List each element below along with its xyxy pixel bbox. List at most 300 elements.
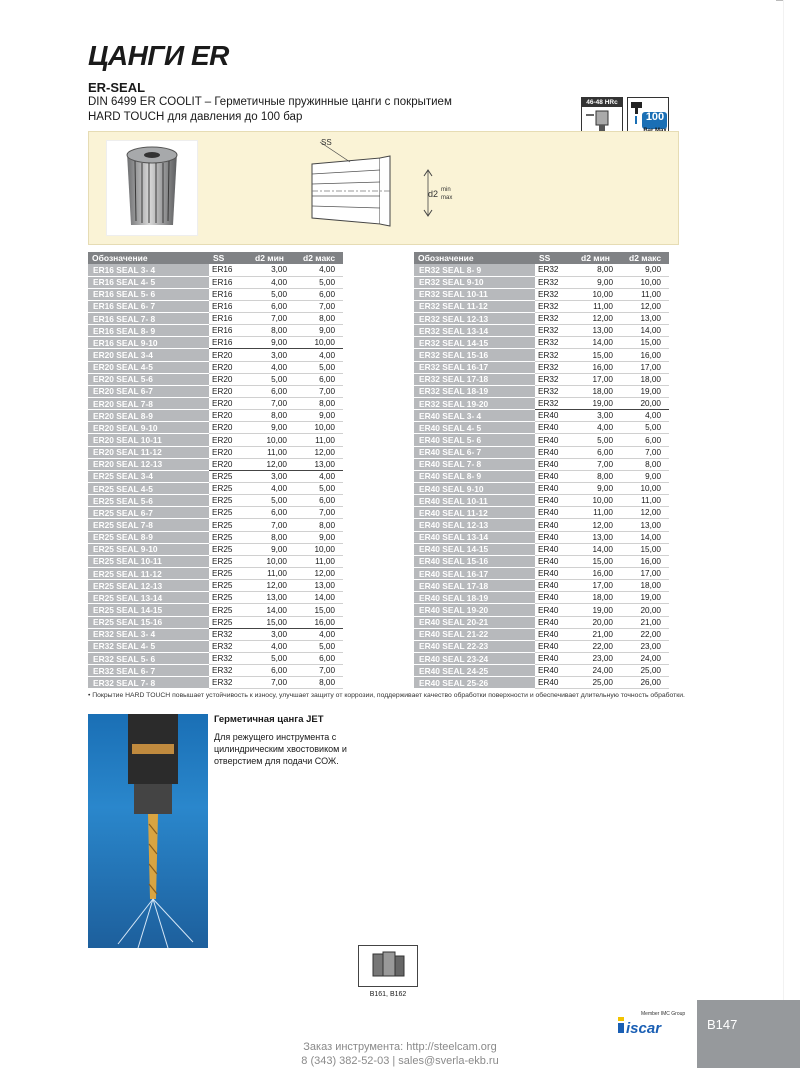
d2-min-cell: 3,00 (577, 410, 625, 422)
table-row (88, 410, 343, 422)
d2-min-cell: 15,00 (577, 349, 625, 361)
d2-max-cell: 9,00 (299, 531, 343, 543)
designation-cell: ER40 SEAL 13-14 (414, 531, 535, 543)
designation-cell: ER40 SEAL 21-22 (414, 628, 535, 640)
designation-cell: ER16 SEAL 5- 6 (88, 288, 209, 300)
ss-cell: ER16 (209, 300, 251, 312)
d2-max-cell: 17,00 (625, 361, 669, 373)
table-row (88, 422, 343, 434)
ss-cell: ER25 (209, 495, 251, 507)
d2-max-cell: 12,00 (625, 507, 669, 519)
table-row (414, 628, 669, 640)
ss-cell: ER25 (209, 568, 251, 580)
table-row (88, 555, 343, 567)
designation-cell: ER32 SEAL 8- 9 (414, 264, 535, 276)
table-row (414, 337, 669, 349)
d2-max-cell: 10,00 (299, 543, 343, 555)
designation-cell: ER32 SEAL 13-14 (414, 325, 535, 337)
ss-cell: ER20 (209, 361, 251, 373)
table-row (88, 640, 343, 652)
d2-min-cell: 14,00 (251, 604, 299, 616)
table-row (88, 495, 343, 507)
table-row (88, 616, 343, 628)
d2-min-cell: 13,00 (577, 531, 625, 543)
table-row (88, 288, 343, 300)
d2-max-cell: 21,00 (625, 616, 669, 628)
table-row (414, 276, 669, 288)
d2-max-cell: 20,00 (625, 398, 669, 410)
col-header-designation: Обозначение (414, 252, 535, 264)
d2-max-cell: 8,00 (625, 458, 669, 470)
d2-max-cell: 4,00 (299, 628, 343, 640)
d2-min-cell: 8,00 (251, 531, 299, 543)
d2-max-cell: 9,00 (299, 410, 343, 422)
designation-cell: ER40 SEAL 24-25 (414, 665, 535, 677)
reference-pages[interactable]: B161, B162 (369, 991, 407, 998)
collet-photo (106, 140, 198, 236)
col-header-d2-max: d2 макс (299, 252, 343, 264)
d2-min-cell: 12,00 (251, 580, 299, 592)
d2-max-cell: 11,00 (299, 555, 343, 567)
d2-min-cell: 14,00 (577, 543, 625, 555)
d2-max-cell: 4,00 (299, 349, 343, 361)
designation-cell: ER32 SEAL 15-16 (414, 349, 535, 361)
table-row (414, 361, 669, 373)
table-row (414, 458, 669, 470)
ss-cell: ER40 (535, 470, 577, 482)
ss-cell: ER20 (209, 434, 251, 446)
designation-cell: ER20 SEAL 6-7 (88, 385, 209, 397)
table-row (88, 313, 343, 325)
d2-min-cell: 11,00 (577, 507, 625, 519)
table-row (414, 677, 669, 689)
jet-collet-photo (88, 714, 208, 948)
table-row (414, 507, 669, 519)
d2-max-cell: 5,00 (299, 483, 343, 495)
ss-cell: ER25 (209, 592, 251, 604)
ss-cell: ER32 (535, 325, 577, 337)
d2-max-cell: 22,00 (625, 628, 669, 640)
d2-min-cell: 12,00 (577, 313, 625, 325)
table-row (414, 373, 669, 385)
designation-cell: ER40 SEAL 18-19 (414, 592, 535, 604)
designation-cell: ER16 SEAL 9-10 (88, 337, 209, 349)
d2-max-cell: 7,00 (299, 300, 343, 312)
table-row (414, 531, 669, 543)
d2-min-cell: 20,00 (577, 616, 625, 628)
d2-min-cell: 7,00 (251, 313, 299, 325)
designation-cell: ER40 SEAL 7- 8 (414, 458, 535, 470)
table-row (88, 325, 343, 337)
d2-min-cell: 17,00 (577, 580, 625, 592)
table-row (88, 458, 343, 470)
designation-cell: ER32 SEAL 6- 7 (88, 665, 209, 677)
table-row (88, 373, 343, 385)
coating-note: • Покрытие HARD TOUCH повышает устойчивость к износу, улучшает защиту от коррозии, поддерживает качество обработки поверхности и обеспечивает длительную точность обработки. (88, 692, 685, 699)
ss-cell: ER32 (535, 337, 577, 349)
designation-cell: ER16 SEAL 6- 7 (88, 300, 209, 312)
ss-cell: ER32 (535, 373, 577, 385)
d2-max-cell: 6,00 (625, 434, 669, 446)
ss-cell: ER32 (535, 276, 577, 288)
d2-max-cell: 8,00 (299, 398, 343, 410)
d2-max-cell: 6,00 (299, 653, 343, 665)
d2-min-cell: 18,00 (577, 592, 625, 604)
table-row (88, 507, 343, 519)
table-row (88, 434, 343, 446)
ss-cell: ER32 (535, 313, 577, 325)
d2-max-cell: 4,00 (299, 470, 343, 482)
d2-min-cell: 10,00 (577, 288, 625, 300)
designation-cell: ER32 SEAL 3- 4 (88, 628, 209, 640)
ss-cell: ER20 (209, 398, 251, 410)
d2-max-cell: 15,00 (625, 337, 669, 349)
ss-cell: ER40 (535, 446, 577, 458)
ss-cell: ER40 (535, 495, 577, 507)
ss-cell: ER20 (209, 385, 251, 397)
d2-max-cell: 16,00 (299, 616, 343, 628)
designation-cell: ER25 SEAL 6-7 (88, 507, 209, 519)
ss-cell: ER32 (535, 385, 577, 397)
ss-cell: ER40 (535, 653, 577, 665)
ss-cell: ER16 (209, 325, 251, 337)
col-header-designation: Обозначение (88, 252, 209, 264)
table-row (414, 446, 669, 458)
ss-cell: ER32 (535, 349, 577, 361)
collet-table-left (88, 252, 343, 689)
d2-min-cell: 5,00 (251, 495, 299, 507)
d2-min-cell: 5,00 (251, 373, 299, 385)
table-row (88, 531, 343, 543)
ss-cell: ER40 (535, 665, 577, 677)
d2-max-cell: 11,00 (625, 495, 669, 507)
d2-max-cell: 5,00 (299, 640, 343, 652)
d2-min-cell: 5,00 (577, 434, 625, 446)
designation-cell: ER40 SEAL 14-15 (414, 543, 535, 555)
d2-max-cell: 5,00 (299, 276, 343, 288)
d2-min-cell: 24,00 (577, 665, 625, 677)
designation-cell: ER25 SEAL 5-6 (88, 495, 209, 507)
d2-min-cell: 5,00 (251, 653, 299, 665)
table-row (88, 628, 343, 640)
d2-max-cell: 7,00 (299, 507, 343, 519)
d2-min-cell: 21,00 (577, 628, 625, 640)
ss-cell: ER20 (209, 410, 251, 422)
ss-cell: ER16 (209, 264, 251, 276)
designation-cell: ER16 SEAL 8- 9 (88, 325, 209, 337)
table-row (88, 300, 343, 312)
d2-max-cell: 18,00 (625, 373, 669, 385)
designation-cell: ER20 SEAL 12-13 (88, 458, 209, 470)
designation-cell: ER20 SEAL 4-5 (88, 361, 209, 373)
ss-cell: ER40 (535, 568, 577, 580)
d2-max-cell: 19,00 (625, 385, 669, 397)
table-row (414, 616, 669, 628)
d2-max-cell: 5,00 (299, 361, 343, 373)
designation-cell: ER32 SEAL 9-10 (414, 276, 535, 288)
d2-min-cell: 3,00 (251, 349, 299, 361)
d2-min-cell: 25,00 (577, 677, 625, 689)
d2-max-cell: 10,00 (625, 483, 669, 495)
table-row (88, 349, 343, 361)
ss-cell: ER16 (209, 313, 251, 325)
ss-cell: ER25 (209, 531, 251, 543)
footer-contact-line[interactable]: 8 (343) 382-52-03 | sales@sverla-ekb.ru (301, 1055, 499, 1067)
d2-max-cell: 16,00 (625, 555, 669, 567)
designation-cell: ER40 SEAL 10-11 (414, 495, 535, 507)
ss-cell: ER32 (209, 677, 251, 689)
d2-min-cell: 19,00 (577, 398, 625, 410)
designation-cell: ER32 SEAL 11-12 (414, 300, 535, 312)
designation-cell: ER20 SEAL 8-9 (88, 410, 209, 422)
table-row (414, 483, 669, 495)
table-row (414, 410, 669, 422)
table-row (88, 519, 343, 531)
table-header-row (88, 252, 343, 264)
table-row (88, 276, 343, 288)
table-row (414, 640, 669, 652)
d2-min-cell: 7,00 (577, 458, 625, 470)
d2-max-cell: 23,00 (625, 640, 669, 652)
d2-min-cell: 4,00 (251, 276, 299, 288)
d2-max-cell: 19,00 (625, 592, 669, 604)
designation-cell: ER20 SEAL 11-12 (88, 446, 209, 458)
ss-cell: ER40 (535, 458, 577, 470)
d2-min-cell: 11,00 (251, 568, 299, 580)
designation-cell: ER25 SEAL 14-15 (88, 604, 209, 616)
ss-cell: ER40 (535, 628, 577, 640)
ss-cell: ER32 (209, 665, 251, 677)
table-row (414, 568, 669, 580)
ss-cell: ER40 (535, 410, 577, 422)
d2-min-cell: 10,00 (251, 555, 299, 567)
designation-cell: ER32 SEAL 5- 6 (88, 653, 209, 665)
reference-thumbnail[interactable] (358, 945, 418, 987)
d2-max-cell: 11,00 (299, 434, 343, 446)
d2-max-cell: 13,00 (625, 519, 669, 531)
designation-cell: ER40 SEAL 22-23 (414, 640, 535, 652)
table-row (88, 446, 343, 458)
d2-min-cell: 4,00 (251, 640, 299, 652)
table-row (88, 592, 343, 604)
d2-max-cell: 10,00 (299, 422, 343, 434)
col-header-ss: SS (209, 252, 251, 264)
ss-cell: ER20 (209, 422, 251, 434)
table-row (414, 434, 669, 446)
d2-min-cell: 8,00 (251, 325, 299, 337)
table-row (414, 543, 669, 555)
ss-cell: ER20 (209, 373, 251, 385)
table-row (414, 325, 669, 337)
table-row (88, 385, 343, 397)
designation-cell: ER32 SEAL 17-18 (414, 373, 535, 385)
d2-min-cell: 13,00 (577, 325, 625, 337)
d2-max-cell: 7,00 (299, 665, 343, 677)
designation-cell: ER40 SEAL 4- 5 (414, 422, 535, 434)
designation-cell: ER32 SEAL 7- 8 (88, 677, 209, 689)
d2-max-cell: 8,00 (299, 519, 343, 531)
designation-cell: ER40 SEAL 23-24 (414, 653, 535, 665)
d2-max-cell: 18,00 (625, 580, 669, 592)
d2-max-cell: 14,00 (625, 531, 669, 543)
d2-min-cell: 9,00 (577, 276, 625, 288)
ss-cell: ER40 (535, 677, 577, 689)
designation-cell: ER20 SEAL 5-6 (88, 373, 209, 385)
table-row (414, 349, 669, 361)
d2-min-cell: 6,00 (251, 665, 299, 677)
d2-max-cell: 6,00 (299, 288, 343, 300)
ss-cell: ER25 (209, 470, 251, 482)
d2-max-cell: 10,00 (299, 337, 343, 349)
hardness-label: 46-48 HRc (582, 98, 622, 107)
d2-max-cell: 20,00 (625, 604, 669, 616)
table-row (414, 385, 669, 397)
d2-min-label: min (441, 187, 451, 193)
d2-max-cell: 10,00 (625, 276, 669, 288)
d2-min-cell: 8,00 (577, 264, 625, 276)
designation-cell: ER16 SEAL 4- 5 (88, 276, 209, 288)
ss-cell: ER20 (209, 349, 251, 361)
designation-cell: ER25 SEAL 4-5 (88, 483, 209, 495)
d2-max-cell: 17,00 (625, 568, 669, 580)
d2-min-cell: 12,00 (577, 519, 625, 531)
ss-cell: ER40 (535, 640, 577, 652)
ss-cell: ER20 (209, 458, 251, 470)
d2-min-cell: 8,00 (577, 470, 625, 482)
product-description-line1: DIN 6499 ER COOLIT – Герметичные пружинные цанги с покрытием (88, 96, 452, 108)
table-row (414, 555, 669, 567)
table-row (414, 422, 669, 434)
table-row (88, 483, 343, 495)
designation-cell: ER32 SEAL 19-20 (414, 398, 535, 410)
designation-cell: ER20 SEAL 9-10 (88, 422, 209, 434)
designation-cell: ER40 SEAL 5- 6 (414, 434, 535, 446)
d2-min-cell: 4,00 (577, 422, 625, 434)
designation-cell: ER32 SEAL 14-15 (414, 337, 535, 349)
d2-max-cell: 14,00 (299, 592, 343, 604)
ss-cell: ER40 (535, 422, 577, 434)
table-row (88, 677, 343, 689)
d2-min-cell: 4,00 (251, 361, 299, 373)
d2-min-cell: 6,00 (577, 446, 625, 458)
table-row (88, 361, 343, 373)
d2-min-cell: 18,00 (577, 385, 625, 397)
designation-cell: ER32 SEAL 18-19 (414, 385, 535, 397)
footer-order-line[interactable]: Заказ инструмента: http://steelcam.org (303, 1041, 497, 1053)
d2-min-cell: 9,00 (251, 543, 299, 555)
product-description-line2: HARD TOUCH для давления до 100 бар (88, 111, 303, 123)
d2-max-label: max (441, 195, 453, 201)
ss-cell: ER32 (209, 653, 251, 665)
ss-cell: ER40 (535, 483, 577, 495)
ss-cell: ER25 (209, 483, 251, 495)
logo-wordmark: iscar (626, 1020, 662, 1035)
designation-cell: ER25 SEAL 8-9 (88, 531, 209, 543)
ss-cell: ER16 (209, 276, 251, 288)
d2-min-cell: 11,00 (577, 300, 625, 312)
d2-max-cell: 13,00 (299, 580, 343, 592)
designation-cell: ER25 SEAL 13-14 (88, 592, 209, 604)
designation-cell: ER16 SEAL 7- 8 (88, 313, 209, 325)
designation-cell: ER40 SEAL 12-13 (414, 519, 535, 531)
d2-min-cell: 14,00 (577, 337, 625, 349)
d2-max-cell: 11,00 (625, 288, 669, 300)
page-number: B147 (697, 1000, 800, 1068)
d2-max-cell: 12,00 (299, 446, 343, 458)
d2-min-cell: 17,00 (577, 373, 625, 385)
designation-cell: ER20 SEAL 7-8 (88, 398, 209, 410)
table-row (88, 568, 343, 580)
table-row (414, 398, 669, 410)
designation-cell: ER25 SEAL 11-12 (88, 568, 209, 580)
ss-cell: ER32 (535, 398, 577, 410)
d2-min-cell: 10,00 (577, 495, 625, 507)
jet-section-text: Для режущего инструмента с цилиндрическим хвостовиком и отверстием для подачи СОЖ. (214, 732, 347, 766)
designation-cell: ER20 SEAL 3-4 (88, 349, 209, 361)
table-row (88, 337, 343, 349)
ss-cell: ER25 (209, 616, 251, 628)
designation-cell: ER25 SEAL 12-13 (88, 580, 209, 592)
d2-max-cell: 25,00 (625, 665, 669, 677)
ss-cell: ER40 (535, 604, 577, 616)
table-row (414, 470, 669, 482)
table-row (414, 653, 669, 665)
ss-cell: ER32 (535, 288, 577, 300)
table-row (88, 264, 343, 276)
table-row (414, 592, 669, 604)
designation-cell: ER40 SEAL 6- 7 (414, 446, 535, 458)
designation-cell: ER25 SEAL 10-11 (88, 555, 209, 567)
d2-min-cell: 3,00 (251, 628, 299, 640)
table-row (414, 665, 669, 677)
table-row (414, 604, 669, 616)
d2-max-cell: 15,00 (299, 604, 343, 616)
ss-cell: ER40 (535, 555, 577, 567)
d2-min-cell: 7,00 (251, 519, 299, 531)
d2-max-cell: 24,00 (625, 653, 669, 665)
ss-cell: ER32 (535, 361, 577, 373)
d2-max-cell: 12,00 (299, 568, 343, 580)
col-header-ss: SS (535, 252, 577, 264)
col-header-d2-min: d2 мин (251, 252, 299, 264)
d2-max-cell: 9,00 (625, 264, 669, 276)
ss-cell: ER40 (535, 519, 577, 531)
ss-dimension-label: SS (321, 138, 332, 147)
table-row (414, 288, 669, 300)
d2-min-cell: 5,00 (251, 288, 299, 300)
d2-min-cell: 16,00 (577, 568, 625, 580)
d2-min-cell: 15,00 (251, 616, 299, 628)
table-row (88, 665, 343, 677)
table-row (414, 580, 669, 592)
designation-cell: ER32 SEAL 10-11 (414, 288, 535, 300)
col-header-d2-max: d2 макс (625, 252, 669, 264)
table-row (414, 519, 669, 531)
designation-cell: ER32 SEAL 4- 5 (88, 640, 209, 652)
ss-cell: ER40 (535, 434, 577, 446)
iscar-logo (618, 1017, 680, 1035)
designation-cell: ER40 SEAL 25-26 (414, 677, 535, 689)
d2-max-cell: 6,00 (299, 495, 343, 507)
designation-cell: ER25 SEAL 15-16 (88, 616, 209, 628)
ss-cell: ER40 (535, 592, 577, 604)
designation-cell: ER40 SEAL 17-18 (414, 580, 535, 592)
d2-min-cell: 7,00 (251, 398, 299, 410)
table-row (88, 604, 343, 616)
designation-cell: ER25 SEAL 9-10 (88, 543, 209, 555)
ss-cell: ER32 (209, 640, 251, 652)
d2-min-cell: 6,00 (251, 507, 299, 519)
